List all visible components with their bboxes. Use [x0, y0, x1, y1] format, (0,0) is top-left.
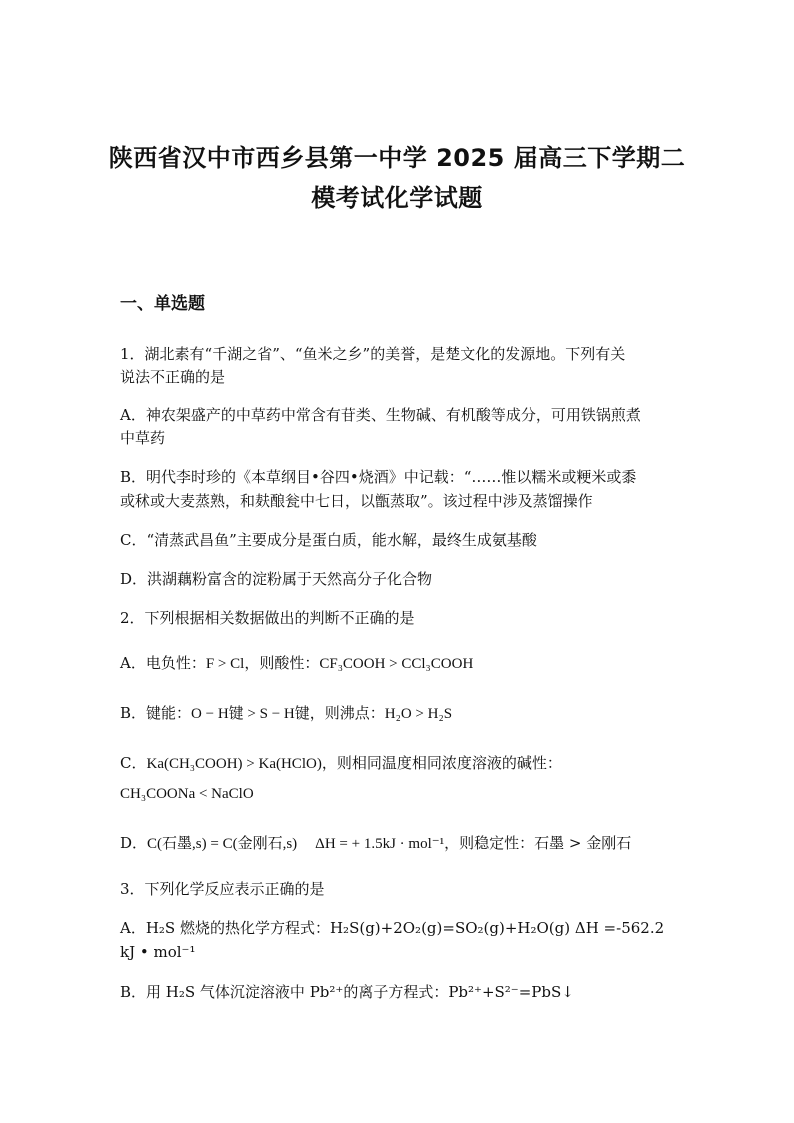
q1-option-b-line-2: 或秫或大麦蒸熟，和麸酿瓮中七日，以甑蒸取”。该过程中涉及蒸馏操作: [120, 492, 593, 510]
q3-option-a-line-1: A．H₂S 燃烧的热化学方程式：H₂S(g)+2O₂(g)=SO₂(g)+H₂O(g) ΔH =-562.2: [120, 919, 665, 937]
q1-stem-line-1: 1．湖北素有“千湖之省”、“鱼米之乡”的美誉，是楚文化的发源地。下列有关: [120, 345, 626, 363]
q1-option-b-line-1: B．明代李时珍的《本草纲目•谷四•烧酒》中记载：“……惟以糯米或粳米或黍: [120, 468, 637, 486]
title-line-2: 模考试化学试题: [311, 184, 483, 212]
q1-option-a-line-1: A．神农架盛产的中草药中常含有苷类、生物碱、有机酸等成分，可用铁锅煎煮: [120, 406, 641, 424]
q2-b-condition: O − H: [191, 706, 229, 722]
q1-stem-line-2: 说法不正确的是: [120, 368, 226, 386]
q2-option-a: [120, 652, 473, 675]
q1-option-d: D．洪湖藕粉富含的淀粉属于天然高分子化合物: [120, 570, 433, 588]
q2-a-prefix: A．电负性：: [120, 654, 206, 672]
q2-b-prefix: B．键能：: [120, 704, 192, 722]
q1-option-c: C．“清蒸武昌鱼”主要成分是蛋白质，能水解，最终生成氨基酸: [120, 531, 537, 549]
section-heading: 一、单选题: [120, 294, 205, 314]
q3-option-b: B．用 H₂S 气体沉淀溶液中 Pb²⁺的离子方程式：Pb²⁺+S²⁻=PbS↓: [120, 983, 574, 1001]
q2-option-c-line-2: [120, 782, 254, 805]
q2-a-condition: F > Cl: [205, 656, 245, 672]
q2-option-d: [120, 832, 631, 855]
q2-c-prefix: C．: [120, 754, 147, 772]
q2-b-middle-1: 键: [228, 704, 244, 722]
q2-stem: 2．下列根据相关数据做出的判断不正确的是: [120, 609, 415, 627]
q3-option-a-line-2: kJ • mol⁻¹: [120, 943, 196, 961]
title-line-1: 陕西省汉中市西乡县第一中学 2025 届高三下学期二: [108, 144, 686, 172]
q2-a-result: CF₃COOH > CCl₃COOH: [319, 656, 474, 672]
q2-d-equation: C(石墨,s) = C(金刚石,s): [147, 836, 298, 852]
q2-b-result: H₂O > H₂S: [384, 706, 453, 722]
q2-d-enthalpy: ΔH = + 1.5kJ · mol⁻¹: [315, 836, 445, 852]
q1-option-a-line-2: 中草药: [120, 429, 166, 447]
q3-stem: 3．下列化学反应表示正确的是: [120, 880, 325, 898]
q2-c-middle: ，则相同温度相同浓度溶液的碱性：: [321, 754, 562, 772]
q2-b-condition-2: > S − H: [243, 706, 295, 722]
q2-c-condition: Ka(CH₃COOH) > Ka(HClO): [146, 756, 322, 772]
q2-a-middle: ，则酸性：: [244, 654, 320, 672]
q2-d-middle: ，则稳定性：石墨 > 金刚石: [444, 834, 632, 852]
q2-b-middle-2: 键，则沸点：: [294, 704, 385, 722]
q2-c-result: CH₃COONa < NaClO: [120, 786, 254, 802]
document-title: [60, 138, 734, 218]
q2-d-prefix: D．: [120, 834, 148, 852]
q2-option-c-line-1: [120, 752, 562, 775]
q2-option-b: [120, 702, 452, 725]
